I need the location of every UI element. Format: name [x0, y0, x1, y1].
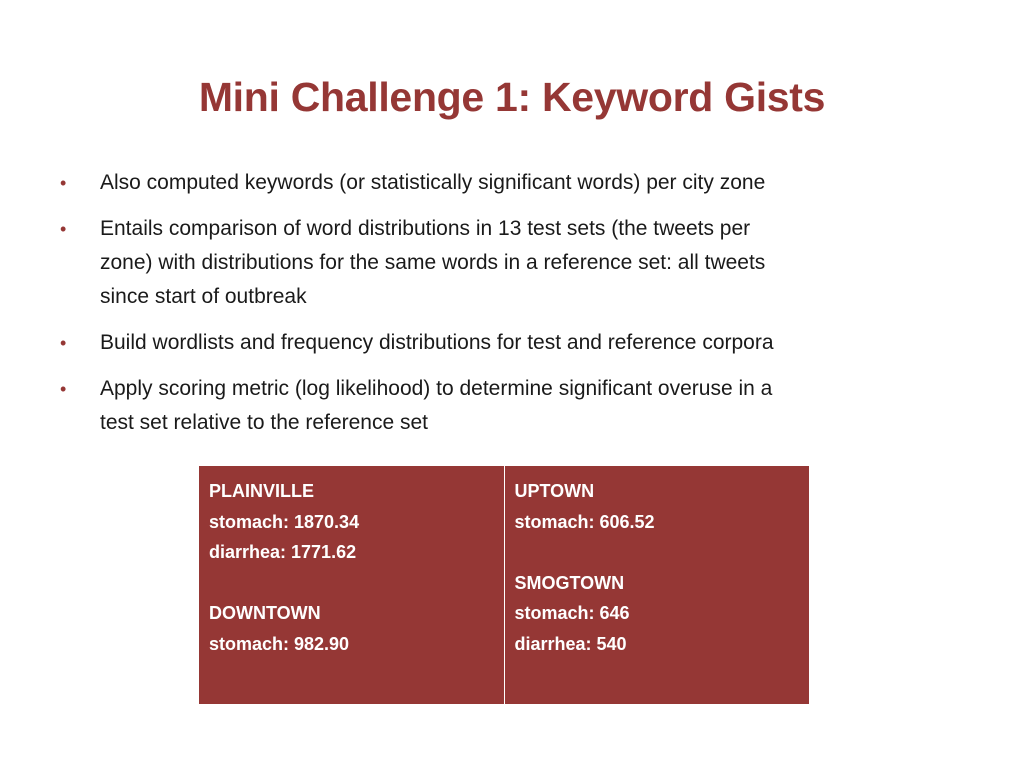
bullet-dot-icon: •: [60, 219, 67, 239]
zone-name: PLAINVILLE: [209, 481, 315, 501]
keyword-score: stomach: 646: [514, 603, 630, 623]
bullet-line: zone) with distributions for the same words in a reference set: all tweets: [100, 251, 766, 274]
bullet-item: [60, 212, 960, 314]
bullet-line: Entails comparison of word distributions in 13 test sets (the tweets per: [100, 217, 751, 240]
keyword-score: diarrhea: 1771.62: [209, 542, 357, 562]
bullet-dot-icon: •: [60, 173, 67, 193]
bullet-line: since start of outbreak: [100, 285, 307, 308]
bullet-item: [60, 372, 960, 440]
keyword-score: diarrhea: 540: [514, 633, 627, 654]
bullet-item: [60, 166, 960, 200]
keyword-score: stomach: 606.52: [514, 511, 655, 532]
bullet-line: test set relative to the reference set: [100, 411, 429, 434]
bullet-list: [60, 166, 960, 452]
cell-spacer: [515, 537, 800, 568]
table-cell-right: [504, 466, 810, 705]
table-cell-left: [199, 466, 505, 705]
zone-name: SMOGTOWN: [514, 572, 625, 593]
zone-name: DOWNTOWN: [209, 603, 321, 623]
table-row: [199, 466, 810, 705]
keyword-table: [198, 465, 810, 705]
cell-spacer: [209, 568, 494, 599]
bullet-line: Also computed keywords (or statistically significant words) per city zone: [100, 171, 766, 194]
zone-name: UPTOWN: [514, 481, 595, 501]
bullet-dot-icon: •: [60, 379, 67, 399]
slide-title: Mini Challenge 1: Keyword Gists: [198, 74, 826, 120]
bullet-item: [60, 326, 960, 360]
bullet-line: Apply scoring metric (log likelihood) to determine significant overuse in a: [100, 377, 773, 400]
bullet-dot-icon: •: [60, 333, 67, 353]
keyword-score: stomach: 982.90: [209, 633, 350, 654]
keyword-score: stomach: 1870.34: [209, 511, 360, 532]
bullet-line: Build wordlists and frequency distributions for test and reference corpora: [100, 331, 774, 354]
